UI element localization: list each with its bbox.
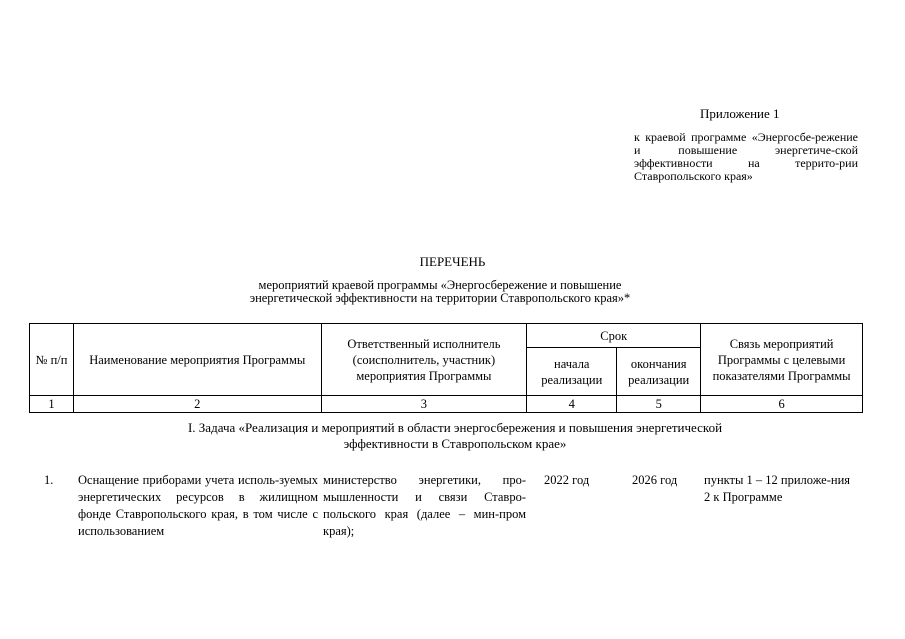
appendix-title: Приложение 1: [700, 106, 780, 121]
column-number: 6: [701, 396, 863, 413]
measures-table: [29, 323, 863, 413]
header-term: Срок: [527, 324, 701, 348]
document-subtitle-line1: мероприятий краевой программы «Энергосбережение и повышение: [258, 278, 622, 292]
column-number: 3: [321, 396, 527, 413]
column-number: 1: [30, 396, 74, 413]
row-end-year: 2026 год: [632, 473, 678, 487]
row-measure-name: Оснащение приборами учета исполь-зуемых энергетических ресурсов в жилищном фонде Ставропольского края, в том числе с использованием: [78, 473, 318, 538]
header-executor: Ответственный исполнитель (соисполнитель, участник) мероприятия Программы: [321, 324, 527, 396]
section-title-line1: I. Задача «Реализация и мероприятий в области энергосбережения и повышения энергетической: [187, 420, 723, 435]
column-number: 4: [527, 396, 617, 413]
section-title: [130, 420, 780, 452]
header-link: Связь мероприятий Программы с целевыми показателями Программы: [701, 324, 863, 396]
section-title-line2: эффективности в Ставропольском крае»: [343, 436, 567, 451]
document-subtitle: [190, 279, 690, 305]
row-start-year: 2022 год: [544, 473, 590, 487]
row-number: 1.: [44, 473, 54, 487]
row-executor: министерство энергетики, про-мышленности и связи Ставро-польского края (далее – мин-пром края);: [323, 473, 526, 538]
row-indicator-link: пункты 1 – 12 приложе-ния 2 к Программе: [704, 473, 851, 504]
header-name: Наименование мероприятия Программы: [73, 324, 321, 396]
document-title: ПЕРЕЧЕНЬ: [419, 254, 486, 269]
appendix-subtitle: к краевой программе «Энергосбе-режение и повышение энергетиче-ской эффективности на террито-рии Ставропольского края»: [634, 130, 858, 183]
header-start: начала реализации: [527, 348, 617, 396]
header-num: № п/п: [30, 324, 74, 396]
document-subtitle-line2: энергетической эффективности на территории Ставропольского края»*: [249, 291, 631, 305]
header-end: окончания реализации: [617, 348, 701, 396]
column-number: 5: [617, 396, 701, 413]
column-number: 2: [73, 396, 321, 413]
